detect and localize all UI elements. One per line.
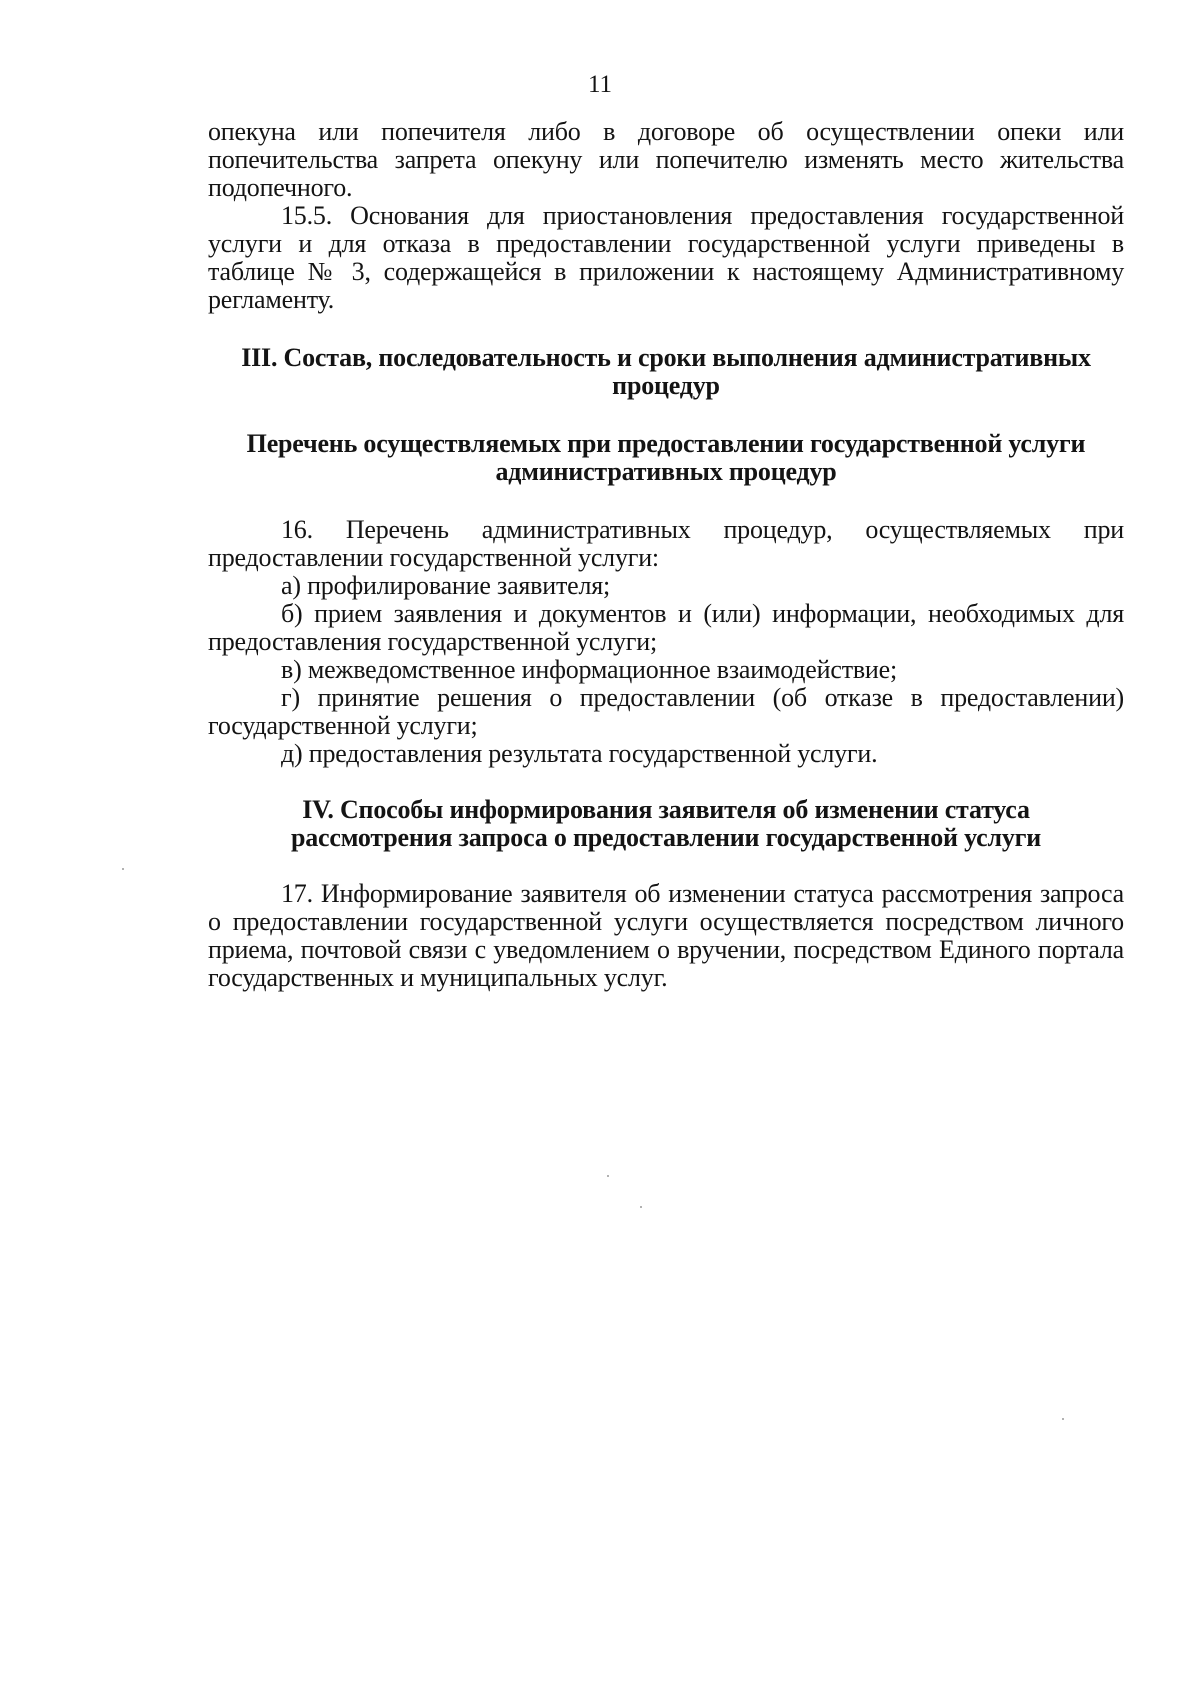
list-item-a: а) профилирование заявителя; (281, 571, 611, 600)
procedures-list-subheading-line-2: административных процедур (495, 457, 837, 486)
section-4-heading-line-2: рассмотрения запроса о предоставлении государственной услуги (290, 823, 1042, 852)
scan-speck (640, 1206, 642, 1208)
paragraph-17: 17. Информирование заявителя об изменении статуса рассмотрения запроса о предоставлении государственной услуги осуществляется посредством личного приема, почтовой связи с уведомлением о вручении, посредством Единого портала государственных и муниципальных услуг. (208, 879, 1124, 992)
section-3-heading-line-2: процедур (612, 371, 720, 400)
section-3-heading (208, 344, 1124, 400)
list-item-d: д) предоставления результата государственной услуги. (281, 739, 878, 768)
procedures-list-subheading-line-1: Перечень осуществляемых при предоставлении государственной услуги (246, 429, 1086, 458)
section-4-heading (208, 796, 1124, 852)
document-body (208, 118, 1124, 992)
scan-speck (607, 1175, 609, 1177)
procedures-list-subheading (208, 430, 1124, 486)
page-number: 11 (587, 71, 613, 98)
list-item-v: в) межведомственное информационное взаимодействие; (281, 655, 898, 684)
section-4-heading-line-1: IV. Способы информирования заявителя об изменении статуса (302, 795, 1030, 824)
section-3-heading-line-1: III. Состав, последовательность и сроки выполнения административных (241, 343, 1091, 372)
scan-speck (1062, 1418, 1064, 1420)
paragraph-15-5: 15.5. Основания для приостановления предоставления государственной услуги и для отказа в предоставлении государственной услуги приведены в таблице № 3, содержащейся в приложении к настоящему Административному регламенту. (208, 201, 1124, 314)
list-item-g: г) принятие решения о предоставлении (об отказе в предоставлении) государственной услуги; (208, 683, 1124, 740)
paragraph-16: 16. Перечень административных процедур, осуществляемых при предоставлении государственной услуги: (208, 515, 1124, 572)
scan-speck (122, 868, 124, 870)
list-item-b: б) прием заявления и документов и (или) информации, необходимых для предоставления государственной услуги; (208, 599, 1124, 656)
paragraph-continuation: опекуна или попечителя либо в договоре об осуществлении опеки или попечительства запрета опекуну или попечителю изменять место жительства подопечного. (208, 117, 1124, 202)
